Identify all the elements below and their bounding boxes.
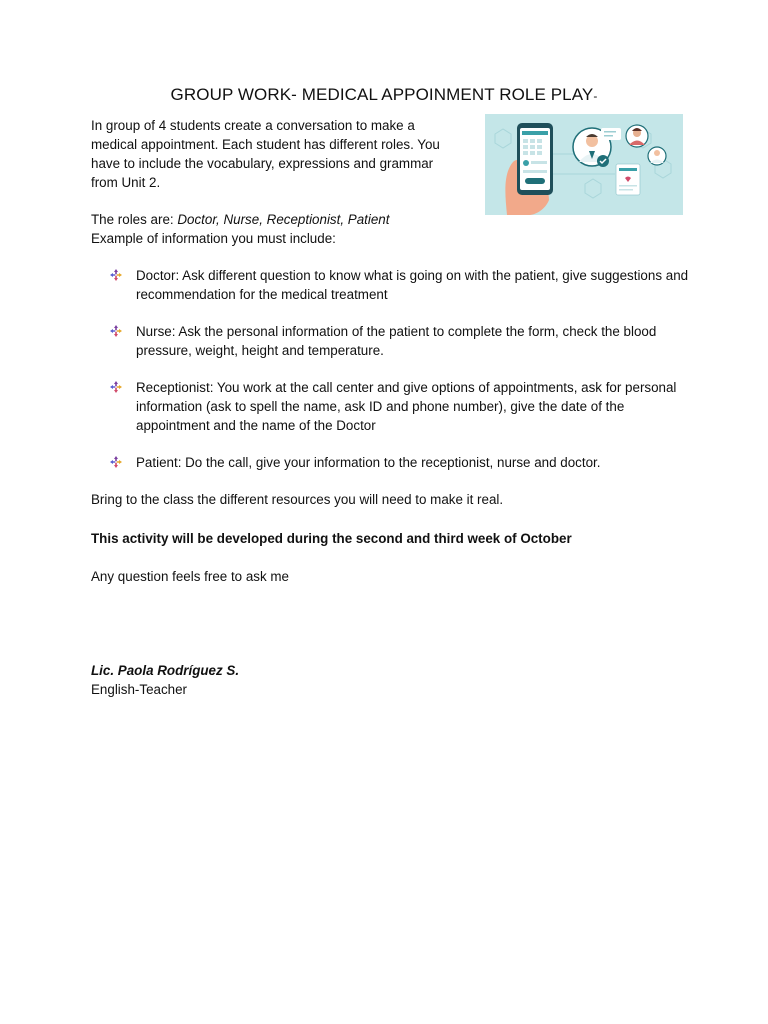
example-intro: Example of information you must include: (91, 231, 336, 246)
title-text: GROUP WORK- MEDICAL APPOINMENT ROLE PLAY (170, 85, 594, 105)
title-suffix: - (593, 89, 598, 104)
roles-line (91, 210, 691, 229)
list-item (110, 453, 690, 472)
list-item (110, 378, 690, 435)
four-arrows-icon (110, 325, 122, 337)
role-bullet-list (110, 266, 690, 472)
question-note: Any question feels free to ask me (91, 569, 289, 584)
bullet-text: Nurse: Ask the personal information of the patient to complete the form, check the blood pressure, weight, height and temperature. (136, 324, 657, 358)
four-arrows-icon (110, 456, 122, 468)
roles-label: The roles are: (91, 212, 178, 227)
list-item (110, 266, 690, 304)
bullet-text: Doctor: Ask different question to know what is going on with the patient, give suggestions and recommendation for the medical treatment (136, 268, 689, 302)
bullet-text: Patient: Do the call, give your information to the receptionist, nurse and doctor. (136, 455, 601, 470)
telemedicine-illustration-icon (485, 114, 683, 215)
signature-name: Lic. Paola Rodríguez S. (91, 663, 240, 678)
intro-paragraph: In group of 4 students create a conversation to make a medical appointment. Each student has different roles. You have to include the vocabulary, expressions and grammar from Unit 2. (91, 118, 440, 190)
four-arrows-icon (110, 381, 122, 393)
four-arrows-icon (110, 269, 122, 281)
activity-note: This activity will be developed during the second and third week of October (91, 531, 572, 546)
resources-paragraph: Bring to the class the different resources you will need to make it real. (91, 492, 504, 507)
signature-role: English-Teacher (91, 682, 188, 697)
page-title (0, 85, 768, 105)
list-item (110, 322, 690, 360)
bullet-text: Receptionist: You work at the call center and give options of appointments, ask for personal information (ask to spell the name, ask ID and phone number), give the date of the appointment and the name of the Doctor (136, 380, 677, 433)
roles-list: Doctor, Nurse, Receptionist, Patient (177, 212, 390, 227)
